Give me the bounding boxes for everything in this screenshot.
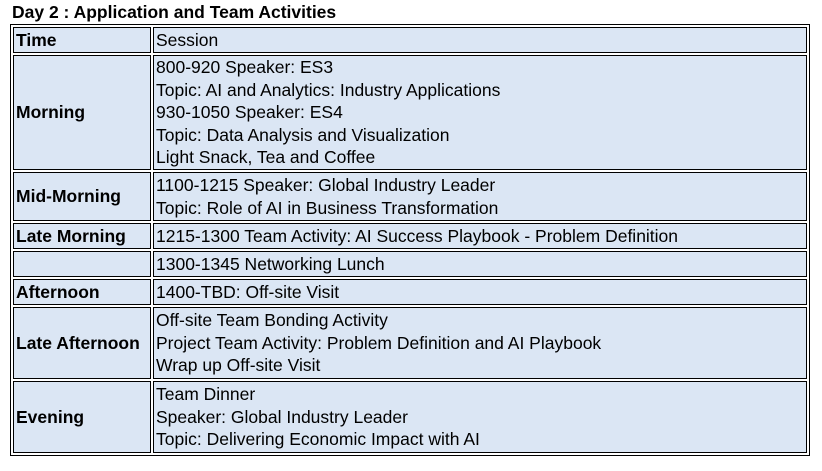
table-row-late-afternoon xyxy=(13,307,807,379)
table-row-mid-morning xyxy=(13,172,807,221)
table-row-afternoon xyxy=(13,279,807,305)
session-line: Team Dinner xyxy=(156,384,256,405)
session-line: 1400-TBD: Off-site Visit xyxy=(156,281,340,302)
time-cell: Late Afternoon xyxy=(13,307,151,379)
session-line: 1100-1215 Speaker: Global Industry Leader xyxy=(156,175,496,195)
session-cell xyxy=(153,307,807,379)
session-line: Topic: AI and Analytics: Industry Applications xyxy=(156,79,501,100)
session-line: Light Snack, Tea and Coffee xyxy=(156,147,376,168)
time-cell: Mid-Morning xyxy=(13,172,151,221)
session-line: Topic: Data Analysis and Visualization xyxy=(156,124,450,145)
page-title: Day 2 : Application and Team Activities xyxy=(12,2,337,22)
time-cell xyxy=(13,251,151,277)
table-row-morning xyxy=(13,55,807,170)
session-cell xyxy=(153,381,807,453)
session-line: 1300-1345 Networking Lunch xyxy=(156,253,385,274)
session-cell xyxy=(153,223,807,249)
session-line: 1215-1300 Team Activity: AI Success Playbook - Problem Definition xyxy=(156,225,679,246)
session-line: Wrap up Off-site Visit xyxy=(156,355,321,376)
time-cell: Morning xyxy=(13,55,151,170)
session-line: 930-1050 Speaker: ES4 xyxy=(156,102,343,123)
table-row-lunch xyxy=(13,251,807,277)
session-line: 800-920 Speaker: ES3 xyxy=(156,57,334,78)
session-line: Speaker: Global Industry Leader xyxy=(156,406,408,427)
session-cell xyxy=(153,55,807,170)
session-line: Project Team Activity: Problem Definition and AI Playbook xyxy=(156,332,602,353)
header-session: Session xyxy=(153,27,807,53)
session-line: Topic: Delivering Economic Impact with AI xyxy=(156,429,480,450)
session-cell xyxy=(153,251,807,277)
session-line: Topic: Role of AI in Business Transformation xyxy=(156,197,499,218)
time-cell: Afternoon xyxy=(13,279,151,305)
header-time: Time xyxy=(13,27,151,53)
table-row-late-morning xyxy=(13,223,807,249)
time-cell: Evening xyxy=(13,381,151,453)
time-cell: Late Morning xyxy=(13,223,151,249)
table-header-row xyxy=(13,27,807,53)
session-line: Off-site Team Bonding Activity xyxy=(156,310,388,331)
session-cell xyxy=(153,172,807,221)
session-cell xyxy=(153,279,807,305)
schedule-table xyxy=(10,24,810,456)
table-row-evening xyxy=(13,381,807,453)
